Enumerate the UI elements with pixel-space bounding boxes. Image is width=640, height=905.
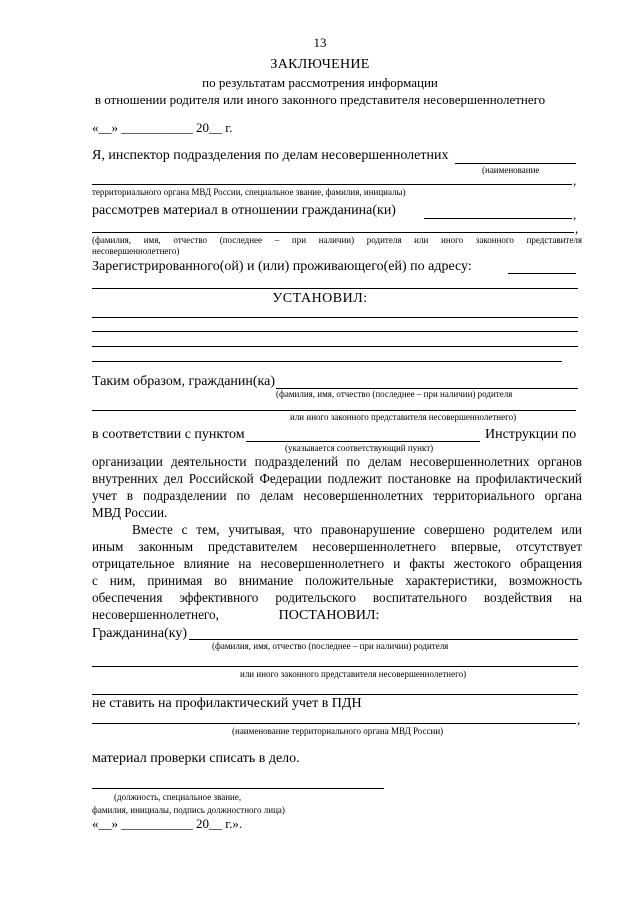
citizen-blank — [189, 639, 578, 640]
blank-line-5 — [92, 694, 578, 695]
territorial-blank — [92, 184, 572, 185]
note-fio-parent-short: (фамилия, имя, отчество (последнее – при наличии) родителя — [276, 389, 513, 399]
para2-line: обеспечения эффективного родительского воспитательного воздействия на — [92, 590, 582, 605]
reviewed-blank — [424, 218, 572, 219]
note-fio-parent-1: (фамилия, имя, отчество (последнее – при наличии) родителя или иного законного представителя — [92, 235, 582, 245]
address-blank-2 — [92, 288, 578, 289]
reviewed-line: рассмотрев материал в отношении гражданина(ки) — [92, 203, 396, 218]
para1-line: организации деятельности подразделений по делам несовершеннолетних органов — [92, 454, 582, 469]
comma-1: , — [573, 173, 577, 188]
para2-line: с ним, принимая во внимание положительные характеристики, возможность — [92, 573, 582, 588]
para1-line: внутренних дел Российской Федерации подлежит постановке на профилактический — [92, 471, 582, 486]
established-line-1 — [92, 317, 578, 318]
established-line-2 — [92, 331, 578, 332]
sign-note-1: (должность, специальное звание, — [114, 792, 242, 802]
territorial-name-blank — [92, 723, 576, 724]
note-point: (указывается соответствующий пункт) — [285, 443, 434, 453]
address-blank-1 — [508, 273, 576, 274]
note-fio-parent-short-2: (фамилия, имя, отчество (последнее – при наличии) родителя — [212, 641, 449, 651]
para1-line: учет в подразделении по делам несовершеннолетних территориального органа — [92, 488, 582, 503]
document-title: ЗАКЛЮЧЕНИЕ — [270, 57, 370, 72]
comma-4: , — [577, 712, 581, 727]
para1-last: МВД России. — [92, 505, 168, 520]
close-case-line: материал проверки списать в дело. — [92, 751, 300, 766]
subtitle-2: в отношении родителя или иного законного представителя несовершеннолетнего — [94, 92, 546, 107]
point-blank — [246, 441, 480, 442]
comma-3: , — [575, 221, 579, 236]
comma-2: , — [573, 207, 577, 222]
established-line-4 — [92, 361, 562, 362]
citizen-line: Гражданина(ку) — [92, 626, 188, 641]
date-bottom: «__» ___________ 20__ г.». — [92, 816, 243, 831]
note-territorial-name: (наименование территориального органа МВД России) — [232, 726, 444, 736]
rep-blank — [92, 410, 576, 411]
note-territorial: территориального органа МВД России, специальное звание, фамилия, инициалы) — [92, 187, 406, 197]
inspector-blank — [455, 163, 576, 164]
established-heading: УСТАНОВИЛ: — [272, 291, 368, 306]
accordance-end: Инструкции по — [485, 427, 577, 442]
thus-line: Таким образом, гражданин(ка) — [92, 374, 276, 389]
accordance-start: в соответствии с пунктом — [92, 427, 245, 442]
sign-note-2: фамилия, инициалы, подпись должностного лица) — [92, 805, 285, 815]
para2-line: иным законным представителем несовершеннолетнего впервые, отсутствует — [92, 539, 582, 554]
para2-line: Вместе с тем, учитывая, что правонарушение совершено родителем или — [132, 522, 582, 537]
para2-line: отрицательное влияние на несовершеннолетнего и факты жестокого обращения — [92, 556, 582, 571]
resolved-heading: ПОСТАНОВИЛ: — [278, 608, 380, 623]
note-fio-parent-2: несовершеннолетнего) — [92, 246, 180, 256]
note-or-other-rep: или иного законного представителя несовершеннолетнего) — [290, 412, 517, 422]
fio-blank — [92, 232, 574, 233]
rep-blank-2 — [92, 666, 578, 667]
page-number: 13 — [313, 35, 327, 50]
date-top: «__» ___________ 20__ г. — [92, 120, 233, 135]
para2-last: несовершеннолетнего, — [92, 607, 219, 622]
established-line-3 — [92, 346, 578, 347]
note-naimenovanie: (наименование — [482, 165, 540, 175]
address-line: Зарегистрированного(ой) и (или) проживающего(ей) по адресу: — [92, 259, 472, 274]
not-register-line: не ставить на профилактический учет в ПДН — [92, 696, 362, 711]
signature-blank — [92, 788, 384, 789]
inspector-line: Я, инспектор подразделения по делам несовершеннолетних — [92, 148, 449, 163]
note-or-other-rep-2: или иного законного представителя несовершеннолетнего) — [240, 669, 467, 679]
subtitle-1: по результатам рассмотрения информации — [202, 75, 438, 90]
